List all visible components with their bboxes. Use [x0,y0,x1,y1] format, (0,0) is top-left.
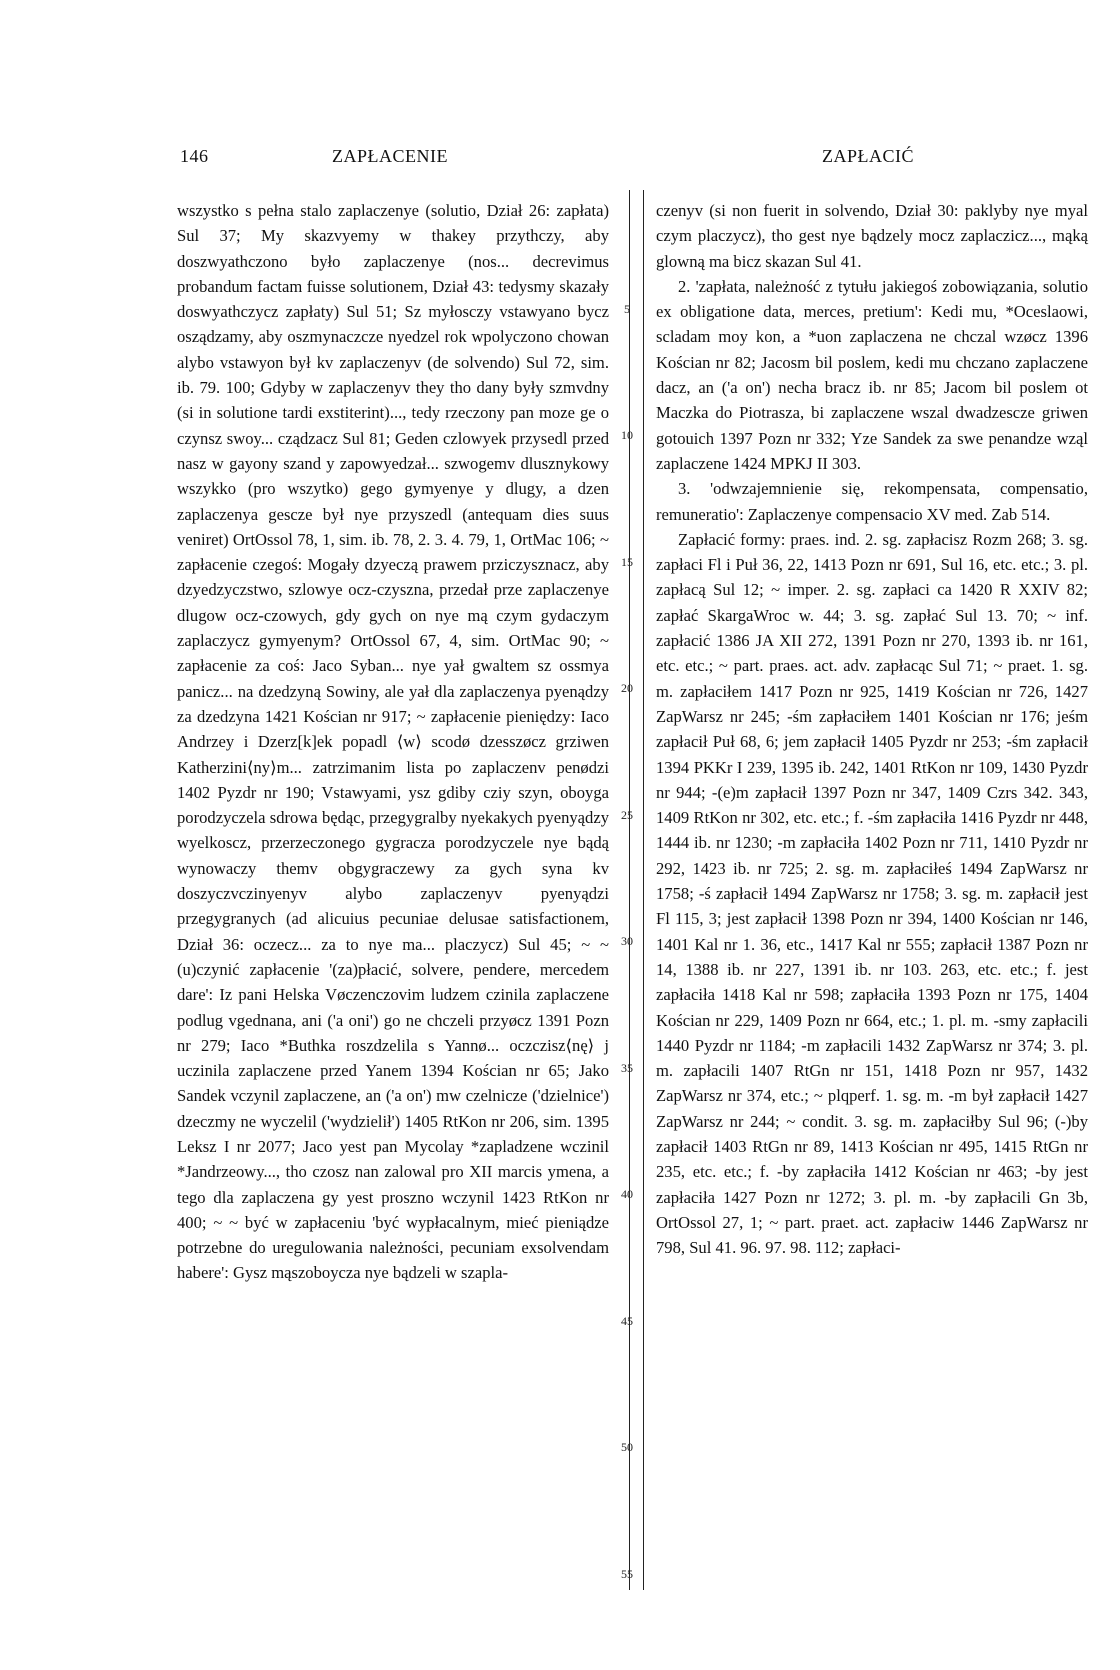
right-running-header: ZAPŁACIĆ [822,146,915,166]
sense-3-paragraph: 3. 'odwzajemnienie się, rekompensata, compensatio, remuneratio': Zaplaczenye compensacio XV med. Zab 514. [656,479,1088,524]
line-number: 25 [621,808,633,822]
column-divider-right [643,190,644,1590]
line-number: 30 [621,934,633,948]
line-number: 5 [624,302,630,316]
right-column [656,198,1088,1260]
sense-2-paragraph: 2. 'zapłata, należność z tytułu jakiegoś zobowiązania, solutio ex obligatione data, merces, pretium': Kedi mu, *Oceslaowi, scladam moy kon, a *uon zaplaczena ne chczal wzøcz 1396 Kościan nr 82; Jacosm bil poslem, kedi mu chczano zaplaczene dacz, an ('a on') necha bracz ib. nr 85; Jacom bil poslem ot Maczka do Piotrasza, bi zaplaczene wszal dwadzescze griwen gotouich 1397 Pozn nr 332; Yze Sandek za swe penandze wząl zaplaczene 1424 MPKJ II 303. [656,276,1088,473]
line-number: 20 [621,681,633,695]
left-column [177,198,609,1286]
page-number: 146 [180,146,209,166]
line-number: 35 [621,1061,633,1075]
line-number: 55 [621,1567,633,1581]
entry-continuation: czenyv (si non fuerit in solvendo, Dział 30: paklyby nye myal czym placzycz), tho gest nye bądzely mocz zaplaczicz..., mąką glowną ma bicz skazan Sul 41. [656,201,1088,271]
entry-text-zaplacenie: wszystko s pełna stalo zaplaczenye (solutio, Dział 26: zapłata) Sul 37; My skazvyemy w thakey przythczy, aby doszwyathczono było zaplaczenye (nos... decrevimus probandum factam fuisse solutionem, Dział 43: tedysmy skazały doswyathczycz zapłaty) Sul 51; Sz myłosczy vstawyano bycz osządzamy, aby oszmynaczcze nyedzel rok wpolyczono chowan alybo vstawyon był kv zaplaczenyv (de solvendo) Sul 72, sim. ib. 79. 100; Gdyby w zaplaczenyv they tho dany były szmvdny (si in solutione tardi exstiterint)..., tedy rzeczony pan moze ge o czynsz swoy... cządzacz Sul 81; Geden czlowyek przysedl przed nasz w gayony szand y zapowyedzał... szwogemv dlusznykowy wszykko (pro wszytko) gego gymyenye y dlugy, a dzen zaplaczenya gescze był nye przyszedl (antequam dies suus veniret) OrtOssol 78, 1, sim. ib. 78, 2. 3. 4. 79, 1, OrtMac 106; ~ zapłacenie czegoś: Mogały dzyeczą prawem prziczysznacz, aby dzyedzyczstwo, szlowye ocz-czyszna, przedał prze zaplaczenye dlugow ocz-czowych, gdy gych on nye mą czym gydaczym zaplaczycz gymyenym? OrtOssol 67, 4, sim. OrtMac 90; ~ zapłacenie za coś: Jaco Syban... nye yał gwaltem sz ossmya panicz... na dzedzyną Sowiny, ale yał dla zaplaczenya pyenądzy za dzedzyna 1421 Kościan nr 917; ~ zapłacenie pieniędzy: Iaco Andrzey i Dzerz[k]ek popadl ⟨w⟩ scodø dzesszøcz grziwen Katherzini⟨ny⟩m... zatrzimanim lista po zaplaczenv penødzi 1402 Pyzdr nr 190; Vstawyami, ysz gdiby cziy szyn, oboyga porodzyczela sdrowa będąc, przegygralby nyekakych pyenyądzy wyelkoscz, przerzeczonego gygracza porodzyczele nye bądą wynowaczy themv obgygraczewy za gych syna kv doszyczvczinyenyv alybo zaplaczenyv pyenyądzi przegygranych (ad alicuius pecuniae delusae satisfactionem, Dział 36: oczecz... za to nye ma... placzycz) Sul 45; ~ ~ (u)czynić zapłacenie '(za)płacić, solvere, pendere, mercedem dare': Iz pani Helska Vøczenczovim ludzem czinila zaplaczene podlug vgednana, ani ('a oni') go ne chczeli przyøcz 1391 Pozn nr 279; Iaco *Buthka roszdzelila s Yannø... oczczisz⟨nę⟩ j uczinila zaplaczene przed Yanem 1394 Kościan nr 65; Jako Sandek vczynil zaplaczene, an ('a on') mw czelnicze ('dzielnice') dzeczmy ne wyczelil ('wydzielił') 1405 RtKon nr 206, sim. 1395 Leksz I nr 2077; Jaco yest pan Mycolay *zapladzene wczinil *Jandrzeowy..., tho czosz nan zalowal pro XII marcis ymena, a tego dla zaplaczena gy yest proszno wczynil 1423 RtKon nr 400; ~ ~ być w zapłaceniu 'być wypłacalnym, mieć pieniądze potrzebne do uregulowania należności, pecuniam exsolvendam habere': Gysz mąszoboycza nye bądzeli w szapla- [177,201,609,1283]
entry-zaplacic-paragraph: Zapłacić formy: praes. ind. 2. sg. zapłacisz Rozm 268; 3. sg. zapłaci Fl i Puł 36, 22, 1413 Pozn nr 691, Sul 16, etc. etc.; 3. pl. zapłacą Sul 12; ~ imper. 2. sg. zapłaci ca 1420 R XXIV 82; zapłać SkargaWroc w. 44; 3. sg. zapłać Sul 13. 70; ~ inf. zapłacić 1386 JA XII 272, 1391 Pozn nr 270, 1393 ib. nr 161, etc. etc.; ~ part. praes. act. adv. zapłacąc Sul 71; ~ praet. 1. sg. m. zapłaciłem 1417 Pozn nr 925, 1419 Kościan nr 726, 1427 ZapWarsz nr 245; -śm zapłaciłem 1401 Kościan nr 176; jeśm zapłacił Puł 68, 6; jem zapłacił 1405 Pyzdr nr 253; -śm zapłacił 1394 PKKr I 239, 1395 ib. 242, 1401 RtKon nr 109, 1430 Pyzdr nr 944; -(e)m zapłacił 1397 Pozn nr 347, 1409 Czrs 342. 343, 1409 RtKon nr 302, etc. etc.; f. -śm zapłaciła 1416 Pyzdr nr 448, 1444 ib. nr 1230; -m zapłaciła 1402 Pozn nr 711, 1410 Pyzdr nr 292, 1423 ib. nr 725; 2. sg. m. zapłaciłeś 1494 ZapWarsz nr 1758; -ś zapłacił 1494 ZapWarsz nr 1758; 3. sg. m. zapłacił jest Fl 115, 3; jest zapłacił 1398 Pozn nr 394, 1400 Kościan nr 146, 1401 Kal nr 1. 36, etc., 1417 Kal nr 555; zapłacił 1387 Pozn nr 14, 1388 ib. nr 227, 1391 ib. nr 103. 263, etc. etc.; f. jest zapłaciła 1418 Kal nr 598; zapłaciła 1393 Pozn nr 175, 1404 Kościan nr 229, 1409 Pozn nr 664, etc.; 1. pl. m. -smy zapłacili 1440 Pyzdr nr 1184; -m zapłacili 1432 ZapWarsz nr 374; 3. pl. m. zapłacili 1407 RtGn nr 151, 1418 Pozn nr 957, 1432 ZapWarsz nr 374, etc.; ~ plqperf. 1. sg. m. -m był zapłacił 1427 ZapWarsz nr 244; ~ condit. 3. sg. m. zapłaciłby Sul 96; (-)by zapłacił 1403 RtGn nr 89, 1413 Kościan nr 495, 1415 RtGn nr 235, etc. etc.; f. -by zapłaciła 1412 Kościan nr 463; -by jest zapłaciła 1427 Pozn nr 1272; 3. pl. m. -by zapłacili Gn 3b, OrtOssol 27, 1; ~ part. praet. act. zapłaciw 1446 ZapWarsz nr 798, Sul 41. 96. 97. 98. 112; zapłaci- [656,529,1088,1258]
column-divider-left [629,190,630,1590]
line-number: 40 [621,1187,633,1201]
line-number: 45 [621,1314,633,1328]
line-number: 50 [621,1440,633,1454]
left-running-header: ZAPŁACENIE [332,146,448,166]
line-number: 10 [621,428,633,442]
line-number: 15 [621,555,633,569]
